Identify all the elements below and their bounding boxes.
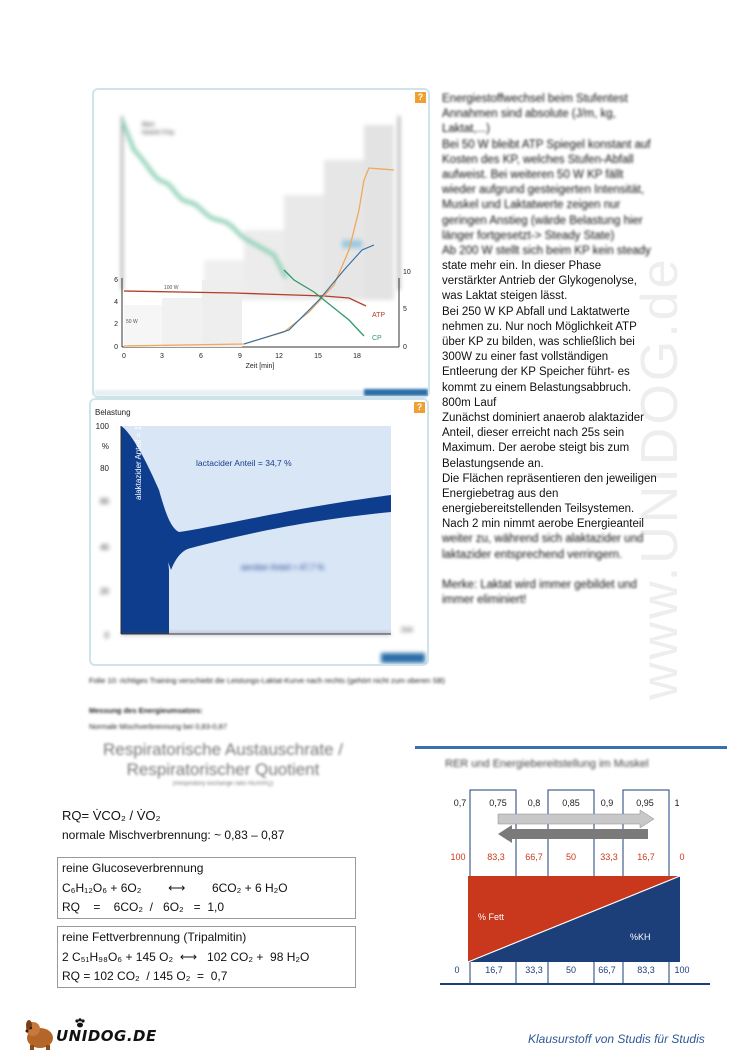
rer-mid: 50 [565,852,577,862]
rer-top: 1 [674,798,680,808]
fett-title: reine Fettverbrennung (Tripalmitin) [62,930,247,944]
folie-text: Folie 10: richtiges Training verschiebt die Leistungs-Laktat-Kurve nach rechts (gehört nicht zum oberen SB) [89,676,446,685]
x-tick: 9 [238,353,242,360]
text-line: state mehr ein. In dieser Phase [442,260,602,273]
text-line: Zunächst dominiert anaerob alaktazider [442,411,645,424]
text-line: Merke: Laktat wird immer gebildet und [442,579,637,591]
lactacid-label: lactacider Anteil = 34,7 % [196,458,292,468]
left-tick: 0 [114,344,118,351]
rer-mid: 0 [679,852,685,862]
rer-bottom: 0 [454,965,460,975]
text-line: immer eliminiert! [442,594,527,607]
text-line: Die Flächen repräsentieren den jeweiligen [442,472,657,485]
rq-heading: Respiratorischer Quotient [126,760,320,779]
svg-text:Gewicht 70 kg: Gewicht 70 kg [142,130,174,136]
x-tick: 0 [122,353,126,360]
rer-mid: 16,7 [637,852,655,862]
chart1 [94,90,428,396]
y-tick: 40 [100,543,109,552]
glucose-rq: RQ = 6CO₂ / 6O₂ = 1,0 [62,900,225,914]
logo-text: UNIDOG.DE [56,1027,157,1045]
text-line [442,563,667,578]
x-tick: 6 [199,353,203,360]
right-text-column [442,92,667,608]
rq-heading: Respiratorische Austauschrate / [102,740,343,759]
rer-top: 0,8 [527,798,541,808]
rer-bottom: 66,7 [598,965,616,975]
rer-bottom: 16,7 [485,965,503,975]
messung-line: Normale Mischverbrennung bei 0,83-0,87 [89,722,227,731]
text-line: 300W zu einer fast vollständigen [442,351,609,364]
fett-box [57,926,356,988]
rer-title: RER und Energiebereitstellung im Muskel [445,758,649,770]
x-tick: 18 [353,353,361,360]
rer-top: 0,9 [600,798,614,808]
w-label: 50 W [126,319,138,325]
text-line: nehmen zu. Nur noch Möglichkeit ATP [442,320,637,333]
text-line: Energiestoffwechsel beim Stufentest [442,93,628,105]
text-line: weiter zu, während sich alaktazider und [442,533,644,546]
rq-normal: normale Mischverbrennung: ~ 0,83 – 0,87 [62,828,285,842]
text-line: wieder aufgrund gesteigerten Intensität, [442,184,645,197]
text-line: Energiebetrag aus den [442,487,559,500]
text-line: verstärkter Antrieb der Glykogenolyse, [442,275,637,288]
glucose-eq: C₆H₁₂O₆ + 6O₂ ⟷ 6CO₂ + 6 H₂O [62,881,288,895]
rer-top: 0,75 [489,798,507,808]
footer-tagline: Klausurstoff von Studis für Studis [528,1032,705,1046]
text-line: Belastungsende an. [442,457,544,470]
x-tick: 3 [160,353,164,360]
text-line: Entleerung der KP Speicher führt- es [442,366,630,379]
text-line: Annahmen sind absolute (J/m, kg, [442,108,616,121]
text-line: Bei 250 W KP Abfall und Laktatwerte [442,305,630,318]
watermark: www.UNIDOG.de [631,256,689,700]
w-label: 100 W [164,285,179,291]
y-tick: 80 [100,464,109,473]
text-line: Ab 200 W stellt sich beim KP kein steady [442,244,651,257]
rer-mid: 100 [450,852,466,862]
text-line: was Laktat steigen lässt. [442,290,568,303]
right-tick: 5 [403,306,407,313]
text-line: über KP zu bilden, was schließlich bei [442,336,635,348]
svg-text:Zeit: Zeit [401,627,413,634]
glucose-title: reine Glucoseverbrennung [62,861,204,875]
rer-top-rule [415,746,727,749]
atp-label: ATP [372,312,386,319]
rer-top: 0,7 [453,798,467,808]
glucose-box [57,857,356,919]
text-line: energiebereitstellenden Teilsystemen. [442,503,635,516]
text-line: Anteil, dieser erreicht nach 25s sein [442,427,625,440]
cp-label: CP [372,335,382,342]
help-icon[interactable]: ? [414,402,425,413]
y-tick: 60 [100,497,109,506]
rq-heading: (Respiratory exchange ratio RER/RQ) [172,781,274,787]
messung-title: Messung des Energieumsatzes: [89,706,203,715]
chart2-ylabel: Belastung [95,408,131,417]
text-line: laktazider entsprechend verringern. [442,548,623,561]
x-axis-label: Zeit [min] [245,363,275,370]
text-line: Bei 50 W bleibt ATP Spiegel konstant auf [442,138,651,151]
text-line: geringen Anstieg (wärde Belastung hier [442,214,643,227]
text-line: Maximum. Der aerobe steigt bis zum [442,442,630,455]
rer-bottom: 33,3 [525,965,543,975]
rer-mid: 83,3 [487,852,505,862]
rq-formula: RQ= V̇CO₂ / V̇O₂ [62,808,161,823]
text-line: Muskel und Laktatwerte zeigen nur [442,199,621,212]
rer-bottom: 83,3 [637,965,655,975]
text-line: Kosten des KP, welches Stufen-Abfall [442,153,634,166]
aerob-label: aerober Anteil = 47,7 % [241,563,325,572]
rer-figure [440,778,710,988]
x-tick: 12 [275,353,283,360]
fett-rq: RQ = 102 CO₂ / 145 O₂ = 0,7 [62,969,228,983]
left-tick: 6 [114,277,118,284]
right-tick: 0 [403,344,407,351]
rer-top: 0,85 [562,798,580,808]
text-line: kommt zu einem Belastungsabbruch. [442,381,632,394]
chart2 [91,400,427,664]
rer-mid: 33,3 [600,852,618,862]
text-line: 800m Lauf [442,396,497,409]
y-tick: 100 [95,422,109,431]
rer-bottom: 100 [674,965,690,975]
x-tick: 15 [314,353,322,360]
text-line: Laktat,...) [442,123,490,136]
y-tick: 20 [100,587,109,596]
y-tick: % [101,442,109,451]
text-line: Nach 2 min nimmt aerobe Energieanteil [442,518,644,531]
svg-text:Mann: Mann [142,122,155,128]
y-tick: 0 [104,631,109,640]
text-line: aufweist. Bei weiteren 50 W KP fällt [442,168,624,181]
alactacid-label: alaktazider Anteil = 17,6 % [134,405,143,500]
fett-label: % Fett [478,912,505,922]
left-tick: 2 [114,321,118,328]
rer-mid: 66,7 [525,852,543,862]
fett-eq: 2 C₅₁H₉₈O₆ + 145 O₂ ⟷ 102 CO₂ + 98 H₂O [62,950,310,964]
rer-bottom: 50 [565,965,577,975]
text-line: länger fortgesetzt-> Steady State) [442,229,615,242]
help-icon[interactable]: ? [415,92,426,103]
left-tick: 4 [114,299,118,306]
dog-logo-icon [22,1018,58,1050]
right-tick: 10 [403,269,411,276]
rer-top: 0,95 [636,798,654,808]
kh-label: %KH [630,932,651,942]
